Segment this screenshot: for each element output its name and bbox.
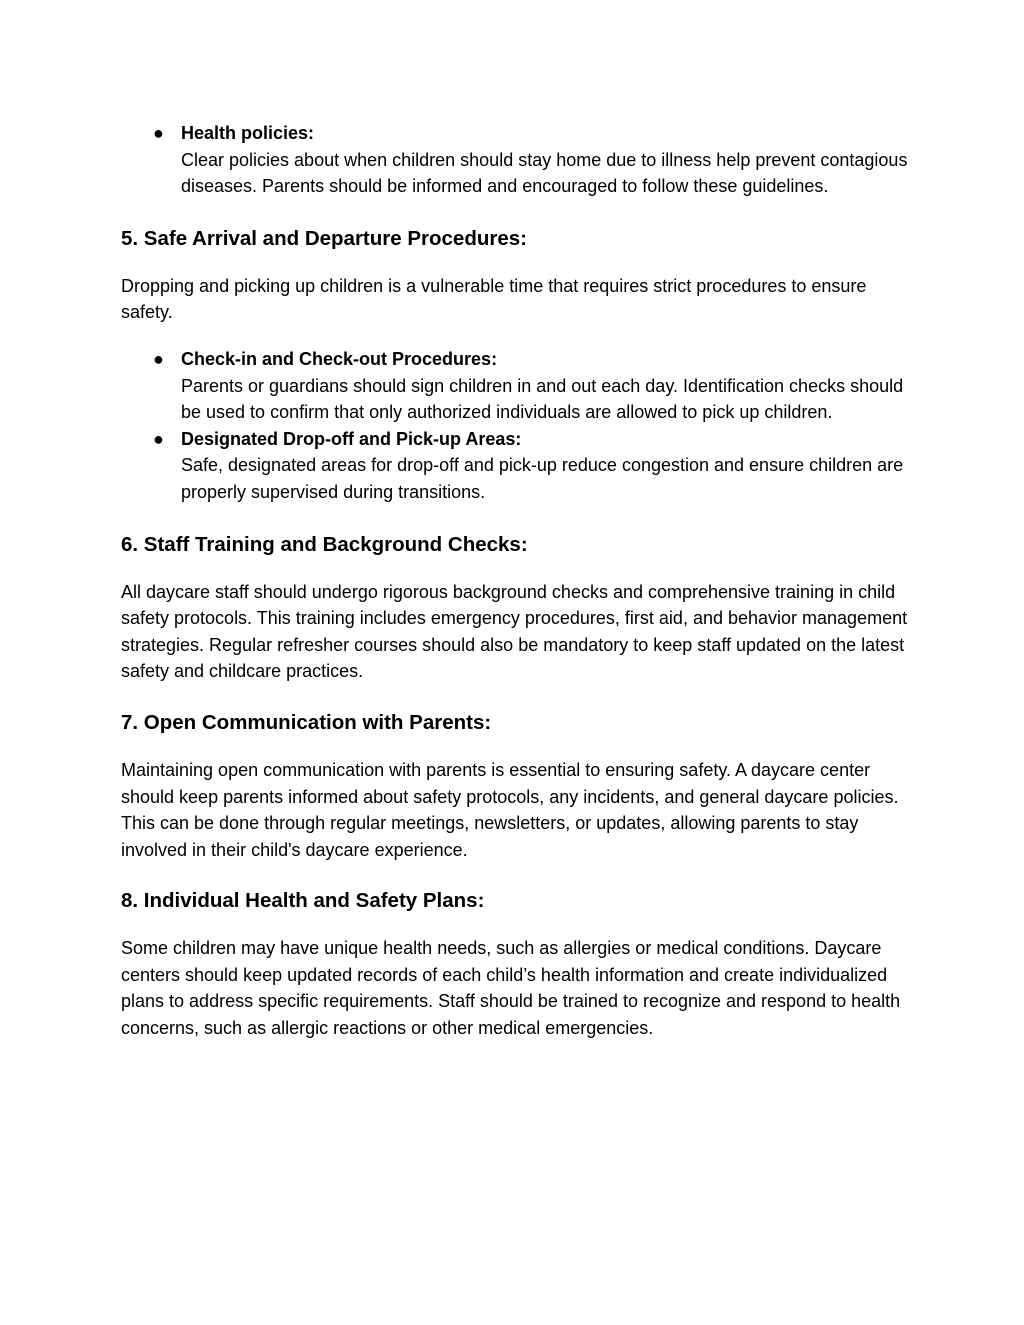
section-paragraph-8: Some children may have unique health needs, such as allergies or medical conditions. Daycare centers should keep updated records of each child’s health information and create individualized plans to address specific requirements. Staff should be trained to recognize and respond to health concerns, such as allergic reactions or other medical emergencies. xyxy=(121,938,901,1039)
arrival-departure-list xyxy=(121,346,911,506)
bullet-icon: ● xyxy=(153,428,164,449)
list-item-text: Clear policies about when children should stay home due to illness help prevent contagious diseases. Parents should be informed and encouraged to follow these guidelines. xyxy=(181,149,908,197)
health-policies-list xyxy=(121,120,911,200)
section-heading-8: 8. Individual Health and Safety Plans: xyxy=(121,889,485,913)
bullet-icon: ● xyxy=(153,123,164,143)
list-item xyxy=(121,426,911,506)
section-paragraph-5: Dropping and picking up children is a vulnerable time that requires strict procedures to ensure safety. xyxy=(121,275,867,323)
section-heading-5: 5. Safe Arrival and Departure Procedures: xyxy=(121,226,527,250)
list-item-text: Safe, designated areas for drop-off and pick-up reduce congestion and ensure children are properly supervised during transitions. xyxy=(181,455,904,502)
section-paragraph-7: Maintaining open communication with parents is essential to ensuring safety. A daycare center should keep parents informed about safety protocols, any incidents, and general daycare policies. This can be done through regular meetings, newsletters, or updates, allowing parents to stay involved in their child's daycare experience. xyxy=(121,759,899,860)
list-item-title: Health policies: xyxy=(181,123,315,143)
section-heading-7: 7. Open Communication with Parents: xyxy=(121,710,492,734)
list-item-title: Check-in and Check-out Procedures: xyxy=(181,348,498,369)
list-item xyxy=(121,120,911,200)
list-item-title: Designated Drop-off and Pick-up Areas: xyxy=(181,428,522,449)
section-heading-6: 6. Staff Training and Background Checks: xyxy=(121,532,528,556)
list-item xyxy=(121,346,911,426)
bullet-icon: ● xyxy=(153,348,164,369)
section-paragraph-6: All daycare staff should undergo rigorous background checks and comprehensive training in child safety protocols. This training includes emergency procedures, first aid, and behavior management strategies. Regular refresher courses should also be mandatory to keep staff updated on the latest safety and childcare practices. xyxy=(121,581,908,682)
list-item-text: Parents or guardians should sign children in and out each day. Identification checks should be used to confirm that only authorized individuals are allowed to pick up children. xyxy=(181,375,904,423)
document-page xyxy=(121,120,911,1042)
